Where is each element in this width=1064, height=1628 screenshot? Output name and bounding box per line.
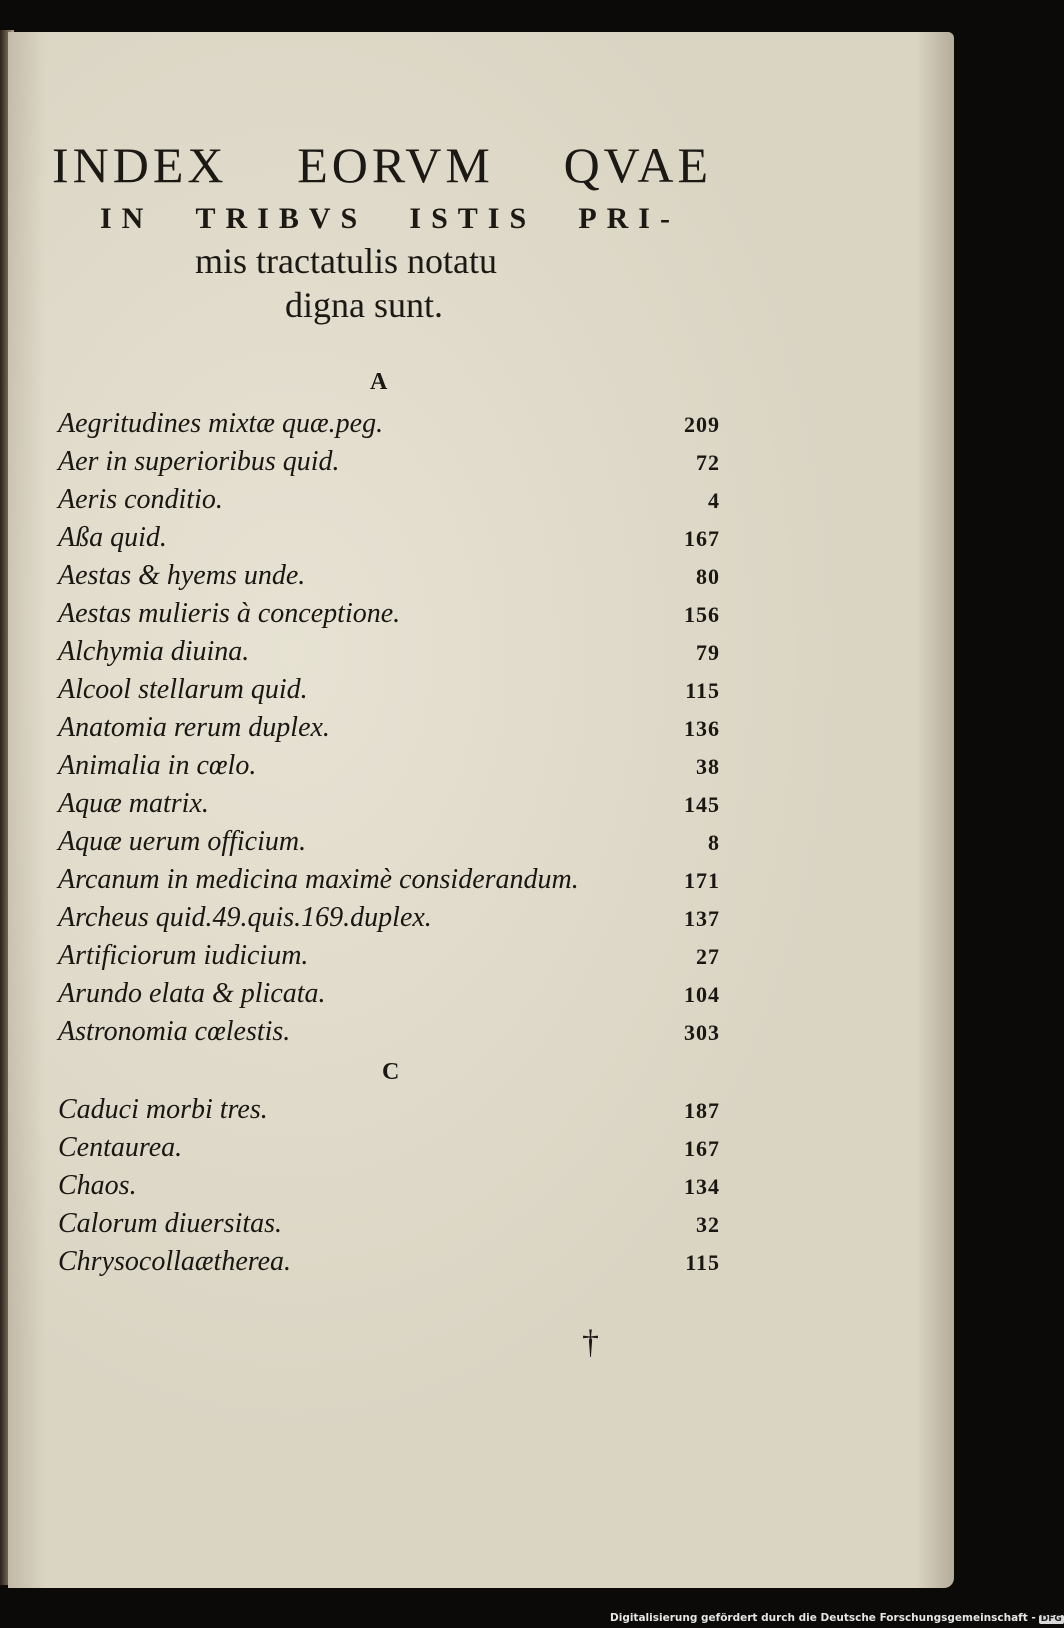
entry-term: Astronomia cœlestis. xyxy=(58,1016,291,1047)
entry-page-number: 27 xyxy=(696,944,720,969)
title-word: ISTIS xyxy=(409,202,537,235)
section-letter-a: A xyxy=(370,369,388,395)
entry-page-number: 72 xyxy=(696,450,720,475)
entry-page-number: 4 xyxy=(708,488,720,513)
entry-term: Aestas mulieris à conceptione. xyxy=(58,598,401,629)
entry-term: Arcanum in medicina maximè considerandum. xyxy=(58,864,579,895)
entry-page-number: 145 xyxy=(684,792,720,817)
index-entry xyxy=(0,1018,740,1056)
index-entry xyxy=(0,1134,740,1172)
entry-term: Aestas & hyems unde. xyxy=(58,560,306,591)
index-entry xyxy=(0,828,740,866)
signature-mark: † xyxy=(582,1324,599,1361)
section-letter-c: C xyxy=(382,1059,400,1085)
entry-page-number: 303 xyxy=(684,1020,720,1045)
entry-term: Aer in superioribus quid. xyxy=(58,446,340,477)
entry-term: Aquæ matrix. xyxy=(58,788,209,819)
index-title-line-3: mis tractatulis notatu xyxy=(195,241,497,281)
entry-page-number: 115 xyxy=(685,1250,720,1275)
index-title-line-1 xyxy=(52,137,712,193)
entry-term: Chrysocollaætherea. xyxy=(58,1246,292,1277)
entry-page-number: 8 xyxy=(708,830,720,855)
index-entry xyxy=(0,904,740,942)
index-entry xyxy=(0,600,740,638)
title-word: TRIBVS xyxy=(195,202,368,235)
entry-page-number: 32 xyxy=(696,1212,720,1237)
index-entry xyxy=(0,752,740,790)
entry-page-number: 167 xyxy=(684,1136,720,1161)
entry-term: Calorum diuersitas. xyxy=(58,1208,283,1239)
entry-page-number: 136 xyxy=(684,716,720,741)
entry-page-number: 187 xyxy=(684,1098,720,1123)
entry-term: Aegritudines mixtæ quæ.peg. xyxy=(58,408,384,439)
credit-text: Digitalisierung gefördert durch die Deutsche Forschungsgemeinschaft - xyxy=(610,1612,1036,1624)
entry-page-number: 104 xyxy=(684,982,720,1007)
entry-page-number: 171 xyxy=(684,868,720,893)
entry-page-number: 79 xyxy=(696,640,720,665)
entry-term: Alcool stellarum quid. xyxy=(58,674,308,705)
entry-term: Aquæ uerum officium. xyxy=(58,826,307,857)
index-entry xyxy=(0,524,740,562)
entry-term: Arundo elata & plicata. xyxy=(58,978,326,1009)
entry-page-number: 115 xyxy=(685,678,720,703)
index-entry xyxy=(0,980,740,1018)
digitization-credit xyxy=(610,1613,1064,1624)
index-entry xyxy=(0,866,740,904)
entry-term: Caduci morbi tres. xyxy=(58,1094,268,1125)
entry-page-number: 80 xyxy=(696,564,720,589)
entry-term: Animalia in cœlo. xyxy=(58,750,257,781)
index-entry xyxy=(0,1096,740,1134)
index-entry xyxy=(0,942,740,980)
entry-term: Alchymia diuina. xyxy=(58,636,250,667)
index-entry xyxy=(0,486,740,524)
title-word: EORVM xyxy=(297,137,494,193)
title-word: IN xyxy=(100,202,154,235)
index-entry xyxy=(0,790,740,828)
index-entry xyxy=(0,448,740,486)
index-title-line-4: digna sunt. xyxy=(285,285,443,325)
dfg-logo-badge: DFG xyxy=(1040,1614,1062,1624)
index-entry xyxy=(0,562,740,600)
entry-term: Artificiorum iudicium. xyxy=(58,940,309,971)
entry-page-number: 167 xyxy=(684,526,720,551)
entry-term: Chaos. xyxy=(58,1170,137,1201)
index-entry xyxy=(0,1210,740,1248)
index-entry xyxy=(0,410,740,448)
index-entry xyxy=(0,638,740,676)
entry-page-number: 137 xyxy=(684,906,720,931)
index-entry xyxy=(0,714,740,752)
title-word: QVAE xyxy=(563,137,712,193)
index-entry xyxy=(0,1248,740,1286)
entry-page-number: 38 xyxy=(696,754,720,779)
index-entry xyxy=(0,1172,740,1210)
title-word: PRI- xyxy=(578,202,680,235)
entry-term: Archeus quid.49.quis.169.duplex. xyxy=(58,902,432,933)
index-entry xyxy=(0,676,740,714)
entry-term: Aßa quid. xyxy=(58,522,167,553)
index-title-line-2 xyxy=(100,204,680,234)
entry-page-number: 156 xyxy=(684,602,720,627)
entry-term: Anatomia rerum duplex. xyxy=(58,712,330,743)
entry-page-number: 209 xyxy=(684,412,720,437)
entry-page-number: 134 xyxy=(684,1174,720,1199)
entry-term: Centaurea. xyxy=(58,1132,183,1163)
entry-term: Aeris conditio. xyxy=(58,484,223,515)
title-word: INDEX xyxy=(52,137,228,193)
